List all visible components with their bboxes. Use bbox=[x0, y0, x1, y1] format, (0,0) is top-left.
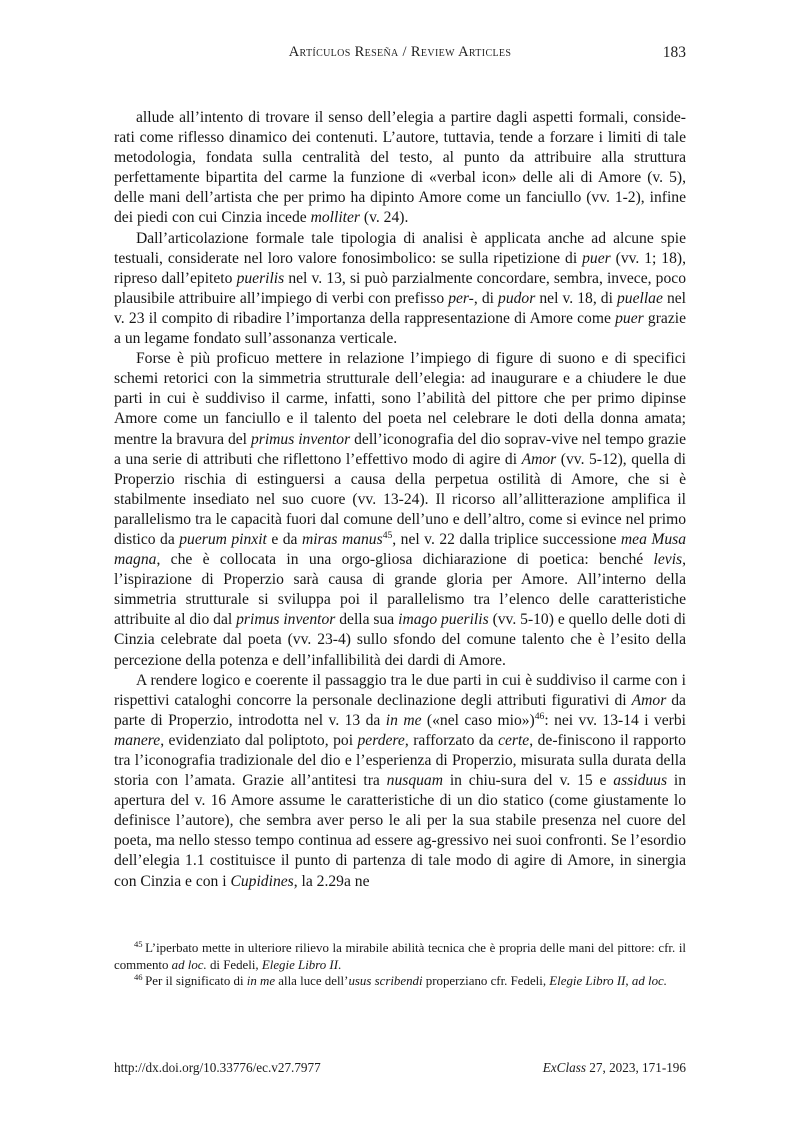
text-run: (v. 24). bbox=[359, 209, 409, 227]
text-run: , l’ispirazione di Properzio sarà causa di grande gloria per Amore. All’interno della simmetria strutturale si sviluppa poi il parallelismo tra l’elenco delle caratteristiche attribuite al dio dal bbox=[114, 551, 686, 629]
running-head bbox=[114, 44, 686, 66]
text-run: e da bbox=[266, 530, 302, 548]
page-footer bbox=[114, 1060, 686, 1076]
italic-run: manere bbox=[114, 731, 161, 749]
page-number: 183 bbox=[662, 44, 686, 61]
running-head-title: Artículos Reseña / Review Articles bbox=[288, 44, 512, 60]
footnote-number: 45 bbox=[134, 938, 143, 949]
text-run: dell’iconografia del dio soprav-vive nel tempo grazie a una serie di attributi che riflettono l’effettivo modo di agire di bbox=[114, 430, 686, 468]
footnote-area bbox=[114, 940, 686, 990]
text-run: («nel caso mio») bbox=[421, 711, 535, 729]
italic-run: usus scribendi bbox=[348, 974, 423, 989]
text-run: (vv. 1; 18), ripreso dall’epiteto bbox=[114, 249, 686, 287]
text-run: da parte di Properzio, introdotta nel v. 13 da bbox=[114, 691, 686, 729]
italic-run: ad loc. bbox=[631, 974, 667, 989]
italic-run: puellae bbox=[616, 289, 663, 307]
italic-run: puerilis bbox=[236, 269, 285, 287]
italic-run: in me bbox=[246, 974, 276, 989]
text-run: Forse è più proficuo mettere in relazione l’impiego di figure di suono e di specifici schemi retorici con la simmetria strutturale dell’elegia: ad inaugurare e a chiudere le due parti in cui è suddiviso il carme, infatti, sono l’abilità del pittore che per primo dipinse Amore come un fanciullo e il talento del poeta nel celebrare le doti della donna amata; mentre la bravura del bbox=[114, 350, 686, 448]
italic-run: per- bbox=[448, 289, 474, 307]
text-run: , di bbox=[473, 289, 499, 307]
italic-run: Elegie Libro II bbox=[549, 974, 626, 989]
italic-run: primus inventor bbox=[236, 611, 336, 629]
footnote-reference[interactable]: 45 bbox=[382, 529, 393, 541]
footnote-reference[interactable]: 46 bbox=[534, 710, 545, 722]
journal-title: ExClass bbox=[542, 1060, 586, 1075]
italic-run: perdere bbox=[357, 731, 405, 749]
italic-run: imago puerilis bbox=[398, 611, 489, 629]
text-run: : nei vv. 13-14 i verbi bbox=[544, 711, 687, 729]
text-run: nel v. 23 il compito di ribadire l’importanza della rappresentazione di Amore come bbox=[114, 289, 687, 327]
text-run: L’iperbato mette in ulteriore rilievo la mirabile abilità tecnica che è propria delle mani del pittore: cfr. il commento bbox=[114, 941, 686, 972]
doi-link[interactable]: http://dx.doi.org/10.33776/ec.v27.7977 bbox=[114, 1060, 321, 1075]
paragraph bbox=[114, 108, 686, 229]
text-run: nel v. 13, si può parzialmente concordare, sembra, invece, poco plausibile attribuire all’impiego di verbi con prefisso bbox=[114, 269, 686, 307]
italic-run: nusquam bbox=[386, 772, 443, 790]
italic-run: ad loc. bbox=[171, 957, 207, 972]
text-run: alla luce dell’ bbox=[275, 974, 349, 989]
journal-issue: 27, 2023, 171-196 bbox=[585, 1060, 686, 1075]
text-run: . bbox=[338, 957, 342, 972]
italic-run: primus inventor bbox=[250, 430, 351, 448]
italic-run: Elegie Libro II bbox=[261, 957, 339, 972]
paragraph bbox=[114, 671, 686, 892]
text-run: (vv. 5-12), quella di Properzio rischia di estinguersi a causa della perpetua ostilità di Amore, che si è stabilmente insediato nel suo cuore (vv. 13-24). Il ricorso all’allitterazione amplifica il parallelismo tra le capacità fuori dal comune dell’uno e dell’altro, come si evince nel primo distico da bbox=[114, 450, 687, 548]
text-run: properziano cfr. Fedeli, bbox=[422, 974, 550, 989]
text-run: (vv. 5-10) e quello delle doti di Cinzia celebrate dal poeta (vv. 23-4) sullo sfondo del comune talento che è l’esito della percezione della potenza e dell’infallibilità dei dardi di Amore. bbox=[114, 611, 686, 669]
paragraph bbox=[114, 349, 686, 671]
footnote bbox=[114, 973, 686, 990]
journal-citation bbox=[543, 1060, 686, 1076]
italic-run: assiduus bbox=[613, 772, 668, 790]
text-run: allude all’intento di trovare il senso dell’elegia a partire dagli aspetti formali, conside-rati come riflesso dinamico dei contenuti. L’autore, tuttavia, tende a forzare i limiti di tale metodologia, fondata sulla centralità del testo, al punto da attribuire alla struttura perfettamente bipartita del carme la funzione di «verbal icon» delle ali di Amore (v. 5), delle mani dell’artista che per primo ha dipinto Amore come un fanciullo (vv. 1-2), infine dei piedi con cui Cinzia incede bbox=[114, 109, 686, 227]
text-run: , la 2.29a ne bbox=[293, 872, 370, 890]
text-run: A rendere logico e coerente il passaggio tra le due parti in cui è suddiviso il carme con i rispettivi cataloghi concorre la personale declinazione degli attributi figurativi di bbox=[114, 671, 686, 709]
italic-run: in me bbox=[385, 711, 422, 729]
italic-run: Amor bbox=[631, 691, 667, 709]
italic-run: levis bbox=[653, 551, 683, 569]
paragraph bbox=[114, 229, 686, 350]
text-run: , che è collocata in una orgo-gliosa dichiarazione di poetica: benché bbox=[156, 551, 654, 569]
body-text-block bbox=[114, 108, 686, 892]
text-run: di Fedeli, bbox=[206, 957, 262, 972]
italic-run: molliter bbox=[310, 209, 360, 227]
text-run: in apertura del v. 16 Amore assume le caratteristiche di un dio statico (come giustamente lo definisce l’autore), che sembra aver perso le ali per la sua stabile presenza nel cuore del poeta, ma nello stesso tempo continua ad essere ag-gressivo nei suoi confronti. Se l’esordio dell’elegia 1.1 costituisce il punto di partenza di tale modo di agire di Amore, in sinergia con Cinzia e con i bbox=[114, 772, 687, 890]
italic-run: pudor bbox=[498, 289, 536, 307]
text-run: , nel v. 22 dalla triplice successione bbox=[392, 530, 621, 548]
text-run: , evidenziato dal poliptoto, poi bbox=[160, 731, 358, 749]
text-run: , de-finiscono il rapporto tra l’iconografia tradizionale del dio e l’esperienza di Properzio, misurata sulla durata della storia con l’amata. Grazie all’antitesi tra bbox=[114, 731, 686, 790]
text-run: grazie a un legame fondato sull’assonanza verticale. bbox=[114, 309, 686, 348]
italic-run: puerum pinxit bbox=[179, 530, 267, 548]
italic-run: puer bbox=[582, 249, 611, 267]
italic-run: puer bbox=[615, 309, 644, 327]
text-run: nel v. 18, di bbox=[535, 289, 617, 307]
footnote-number: 46 bbox=[134, 971, 143, 982]
italic-run: Cupidines bbox=[230, 872, 294, 890]
text-run: Dall’articolazione formale tale tipologia di analisi è applicata anche ad alcune spie testuali, considerate nel loro valore fonosimbolico: se sulla ripetizione di bbox=[114, 229, 686, 267]
text-run: , rafforzato da bbox=[404, 731, 499, 749]
text-run: Per il significato di bbox=[145, 974, 247, 989]
text-run: della sua bbox=[335, 611, 399, 629]
italic-run: miras manus bbox=[301, 530, 383, 548]
footnote bbox=[114, 940, 686, 973]
text-run: , bbox=[625, 974, 632, 989]
italic-run: certe bbox=[498, 731, 530, 749]
italic-run: Amor bbox=[521, 450, 557, 468]
text-run: in chiu-sura del v. 15 e bbox=[443, 772, 614, 790]
italic-run: mea Musa magna bbox=[114, 530, 687, 569]
